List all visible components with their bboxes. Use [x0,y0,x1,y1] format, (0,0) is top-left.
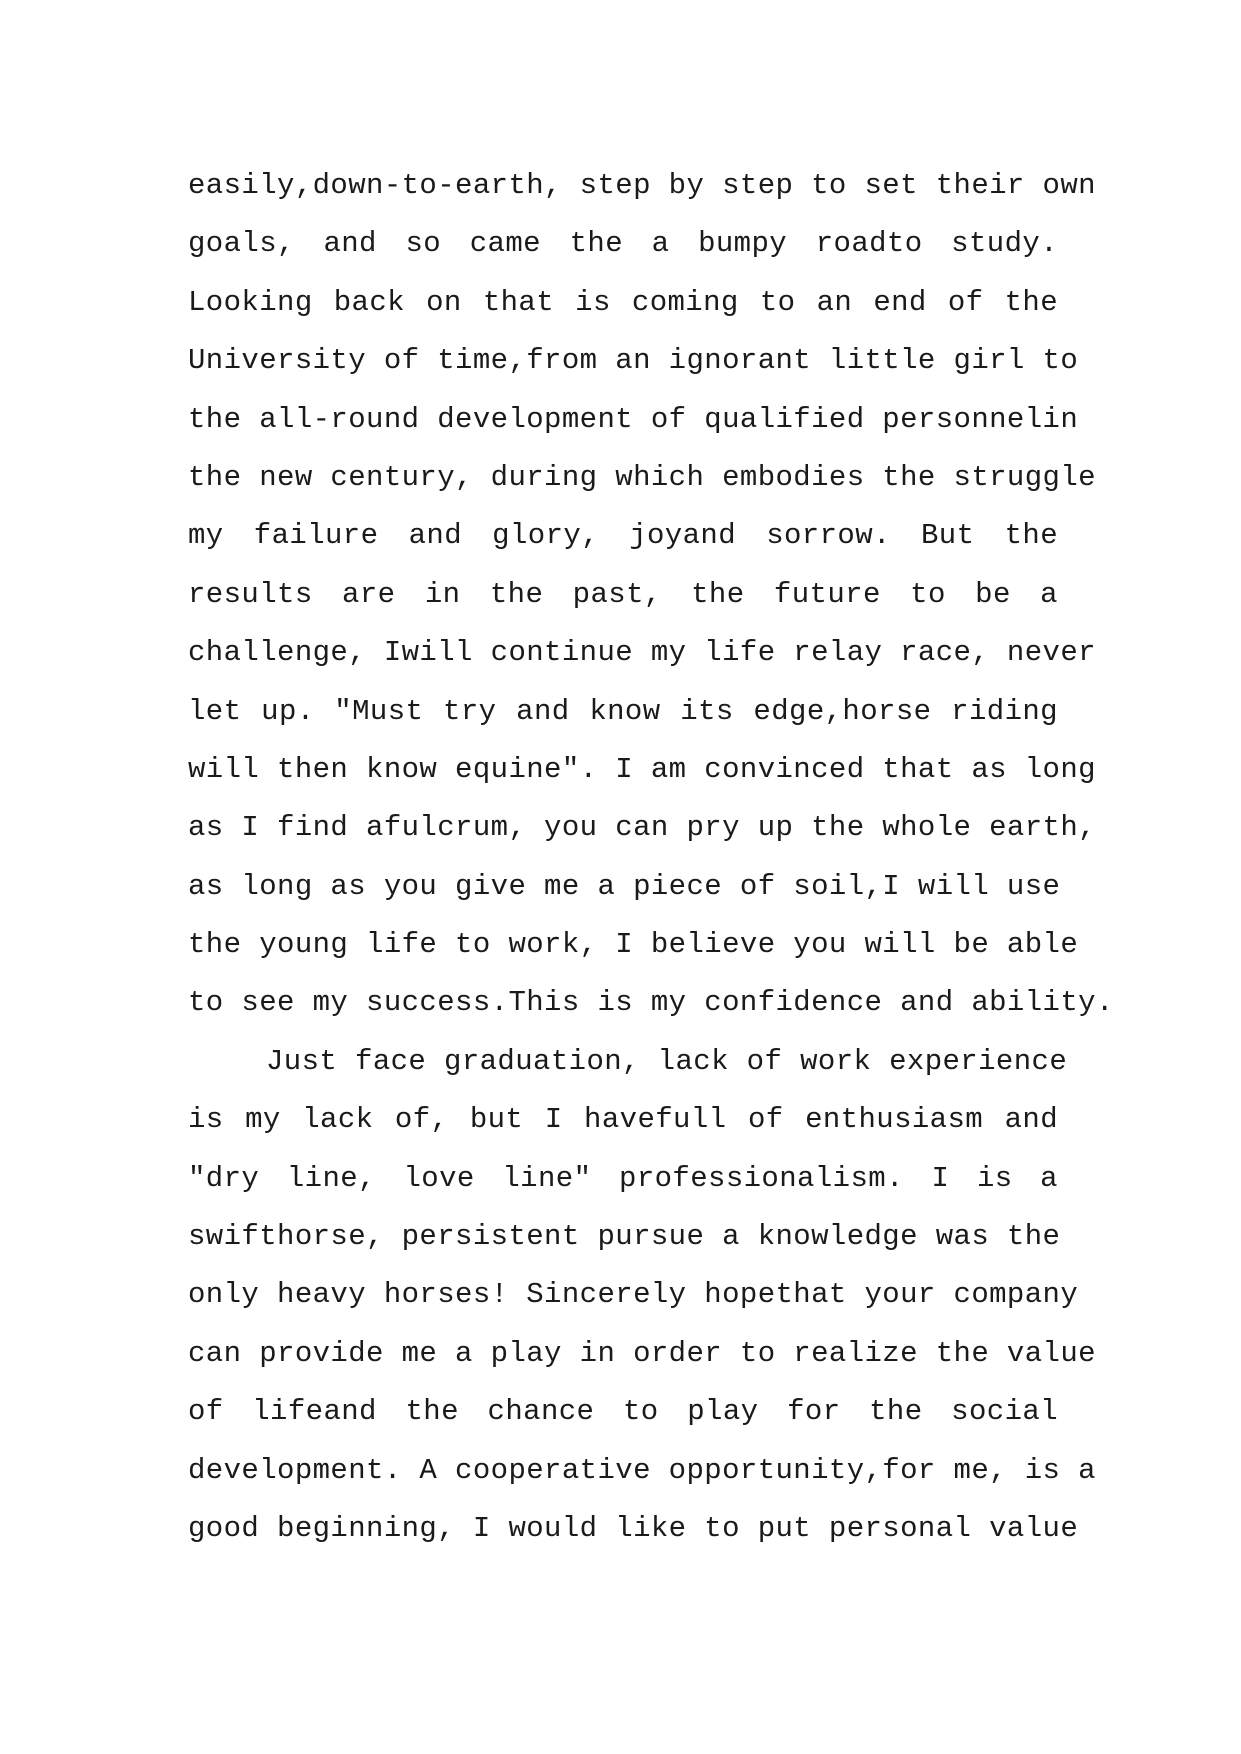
text-line: the new century, during which embodies the struggle [188,460,1096,494]
paragraph-start-line: Just face graduation, lack of work experience [266,1044,1068,1078]
text-line: development. A cooperative opportunity,for me, is a [188,1453,1096,1487]
body-text [188,157,1114,1558]
text-line: "dry line, love line" professionalism. I is a [188,1161,1058,1195]
text-line: goals, and so came the a bumpy roadto study. [188,227,1058,261]
text-line: swifthorse, persistent pursue a knowledge was the [188,1220,1061,1254]
text-line: as I find afulcrum, you can pry up the whole earth, [188,811,1096,845]
text-line: the all-round development of qualified personnelin [188,402,1079,436]
text-line: as long as you give me a piece of soil,I will use [188,869,1061,903]
text-line: will then know equine". I am convinced that as long [188,752,1096,786]
text-line: is my lack of, but I havefull of enthusiasm and [188,1103,1058,1137]
text-line: only heavy horses! Sincerely hopethat your company [188,1278,1079,1312]
text-line: of lifeand the chance to play for the social [188,1395,1058,1429]
text-line: easily,down-to-earth, step by step to set their own [188,169,1096,202]
text-line: the young life to work, I believe you will be able [188,928,1079,962]
text-line: good beginning, I would like to put personal value [188,1511,1079,1545]
text-line: Looking back on that is coming to an end of the [188,285,1058,319]
text-line: University of time,from an ignorant little girl to [188,344,1079,378]
paragraph-end-line: to see my success.This is my confidence and ability. [188,986,1114,1020]
text-line: can provide me a play in order to realize the value [188,1336,1096,1370]
text-line: results are in the past, the future to be a [188,577,1058,611]
text-line: let up. "Must try and know its edge,horse riding [188,694,1058,728]
text-line: my failure and glory, joyand sorrow. But the [188,519,1058,553]
text-line: challenge, Iwill continue my life relay race, never [188,636,1096,670]
